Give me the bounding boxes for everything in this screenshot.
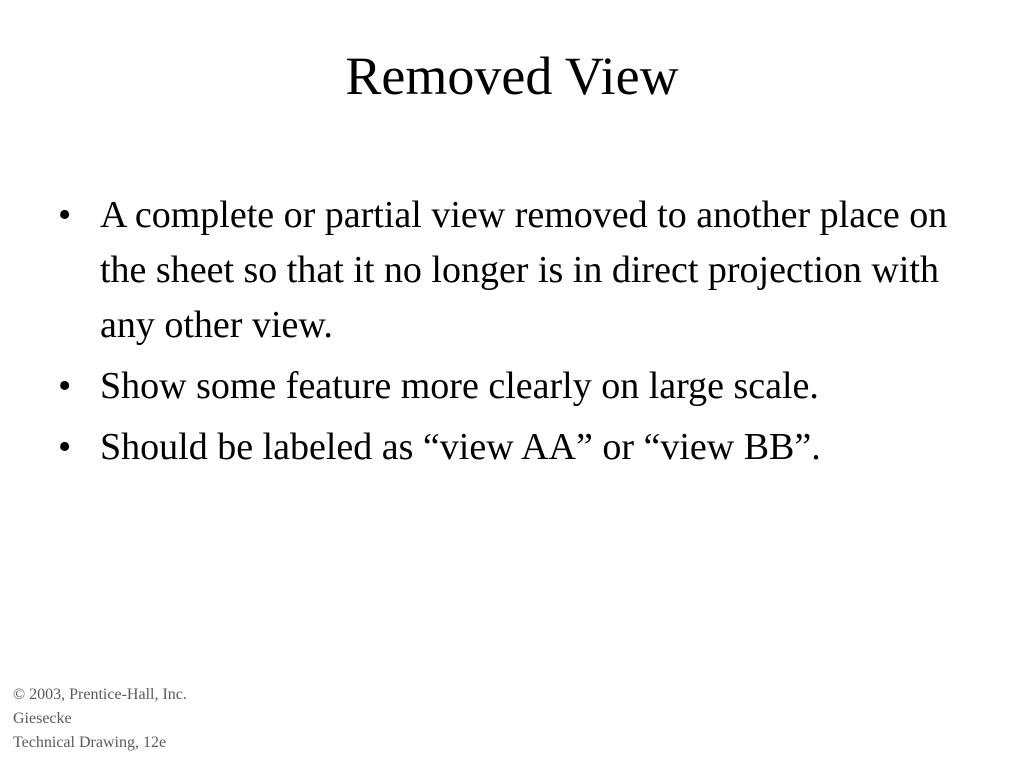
bullet-text: A complete or partial view removed to another place on the sheet so that it no longer is in direct projection with any other view. bbox=[100, 194, 948, 346]
slide-title: Removed View bbox=[345, 46, 679, 106]
footer bbox=[13, 683, 187, 755]
bullet-item bbox=[58, 188, 988, 353]
bullet-icon: • bbox=[58, 194, 72, 236]
bullet-text: Should be labeled as “view AA” or “view BB”. bbox=[100, 426, 821, 468]
bullet-text: Show some feature more clearly on large scale. bbox=[100, 365, 819, 407]
bullet-list bbox=[58, 188, 988, 481]
footer-book: Technical Drawing, 12e bbox=[13, 734, 167, 751]
footer-author: Giesecke bbox=[13, 710, 72, 727]
bullet-icon: • bbox=[58, 365, 72, 407]
footer-copyright: © 2003, Prentice-Hall, Inc. bbox=[13, 686, 187, 703]
bullet-icon: • bbox=[58, 426, 72, 468]
bullet-item bbox=[58, 420, 988, 475]
bullet-item bbox=[58, 359, 988, 414]
